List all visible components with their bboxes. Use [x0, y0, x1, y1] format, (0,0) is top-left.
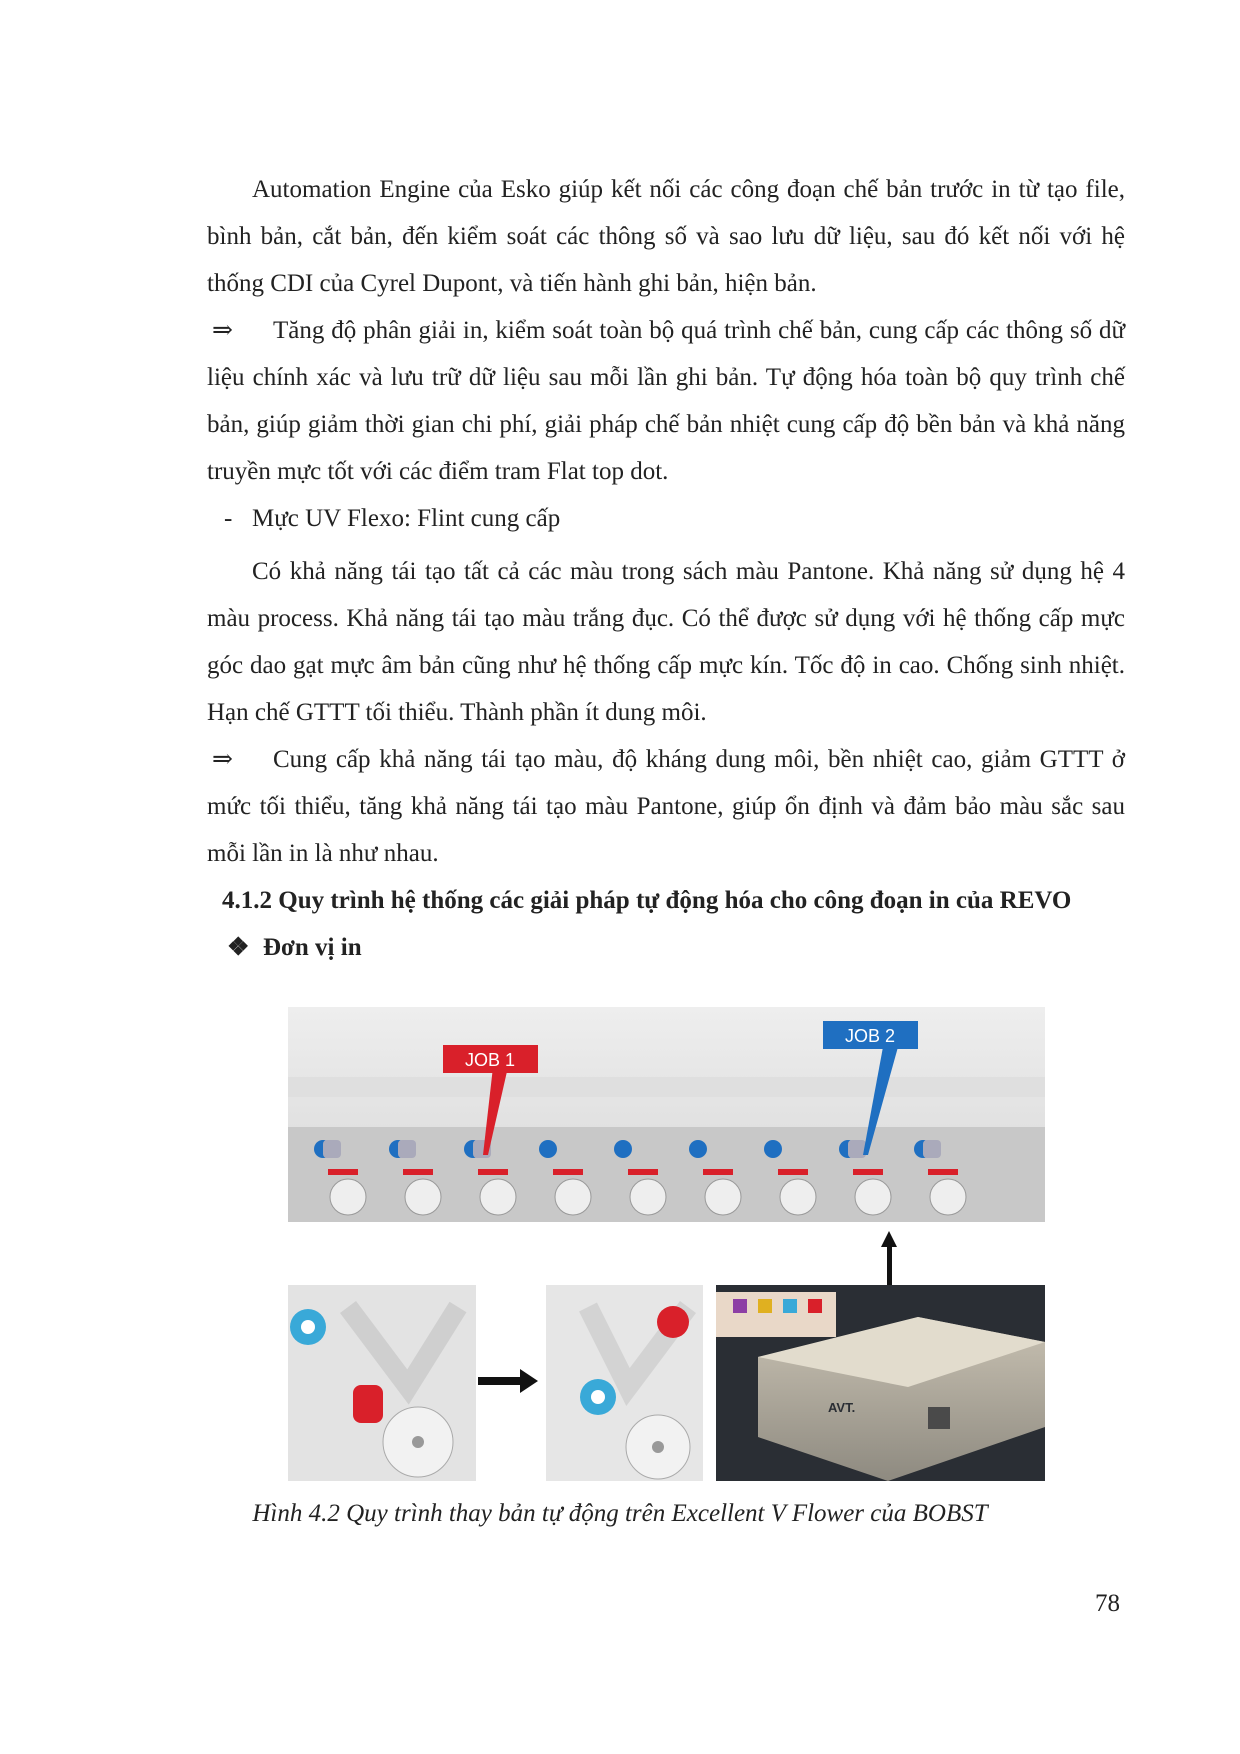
up-arrow-icon [881, 1231, 897, 1285]
figure-revo-plate-change [288, 1007, 1045, 1481]
diamond-bullet-icon: ❖ [227, 934, 250, 961]
unit-before-change [288, 1285, 476, 1481]
job1-label: JOB 1 [464, 1050, 516, 1070]
right-arrow-icon [478, 1369, 538, 1393]
press-units-panorama [288, 1007, 1045, 1222]
paragraph-arrow-2 [207, 736, 1125, 877]
paragraph-pantone: Có khả năng tái tạo tất cả các màu trong sách màu Pantone. Khả năng sử dụng hệ 4 màu process. Khả năng tái tạo màu trắng đục. Có thể được sử dụng với hệ thống cấp mực góc dao gạt mực âm bản cũng như hệ thống cấp mực kín. Tốc độ in cao. Chống sinh nhiệt. Hạn chế GTTT tối thiểu. Thành phần ít dung môi. [207, 558, 1125, 726]
paragraph-resolution: Tăng độ phân giải in, kiểm soát toàn bộ quá trình chế bản, cung cấp các thông số dữ liệu chính xác và lưu trữ dữ liệu sau mỗi lần ghi bản. Tự động hóa toàn bộ quy trình chế bản, giúp giảm thời gian chi phí, giải pháp chế bản nhiệt cung cấp độ bền bản và khả năng truyền mực tốt với các điểm tram Flat top dot. [207, 317, 1125, 485]
sub-heading [207, 924, 1125, 971]
body-text [207, 166, 1125, 971]
paragraph-automation-engine: Automation Engine của Esko giúp kết nối các công đoạn chế bản trước in từ tạo file, bình bản, cắt bản, đến kiểm soát các thông số và sao lưu dữ liệu, sau đó kết nối với hệ thống CDI của Cyrel Dupont, và tiến hành ghi bản, hiện bản. [207, 176, 1125, 297]
avt-inspection-machine [716, 1285, 1045, 1481]
paragraph-color-reproduction: Cung cấp khả năng tái tạo màu, độ kháng dung môi, bền nhiệt cao, giảm GTTT ở mức tối thiểu, tăng khả năng tái tạo màu Pantone, giúp ổn định và đảm bảo màu sắc sau mỗi lần in là như nhau. [207, 746, 1125, 867]
paragraph-arrow-1 [207, 307, 1125, 495]
bullet-ink [207, 495, 1125, 542]
sub-heading-text: Đơn vị in [263, 934, 362, 961]
arrow-symbol: ⇒ [212, 317, 233, 344]
section-heading: 4.1.2 Quy trình hệ thống các giải pháp tự động hóa cho công đoạn in của REVO [222, 887, 1072, 914]
bullet-ink-text: Mực UV Flexo: Flint cung cấp [252, 505, 561, 532]
dash-symbol: - [224, 505, 233, 532]
arrow-symbol-2: ⇒ [212, 746, 233, 773]
figure-caption: Hình 4.2 Quy trình thay bản tự động trên Excellent V Flower của BOBST [252, 1500, 988, 1527]
page-number: 78 [1095, 1590, 1120, 1617]
avt-logo: AVT. [828, 1400, 856, 1415]
unit-after-change [546, 1285, 703, 1481]
job2-label: JOB 2 [844, 1026, 896, 1046]
